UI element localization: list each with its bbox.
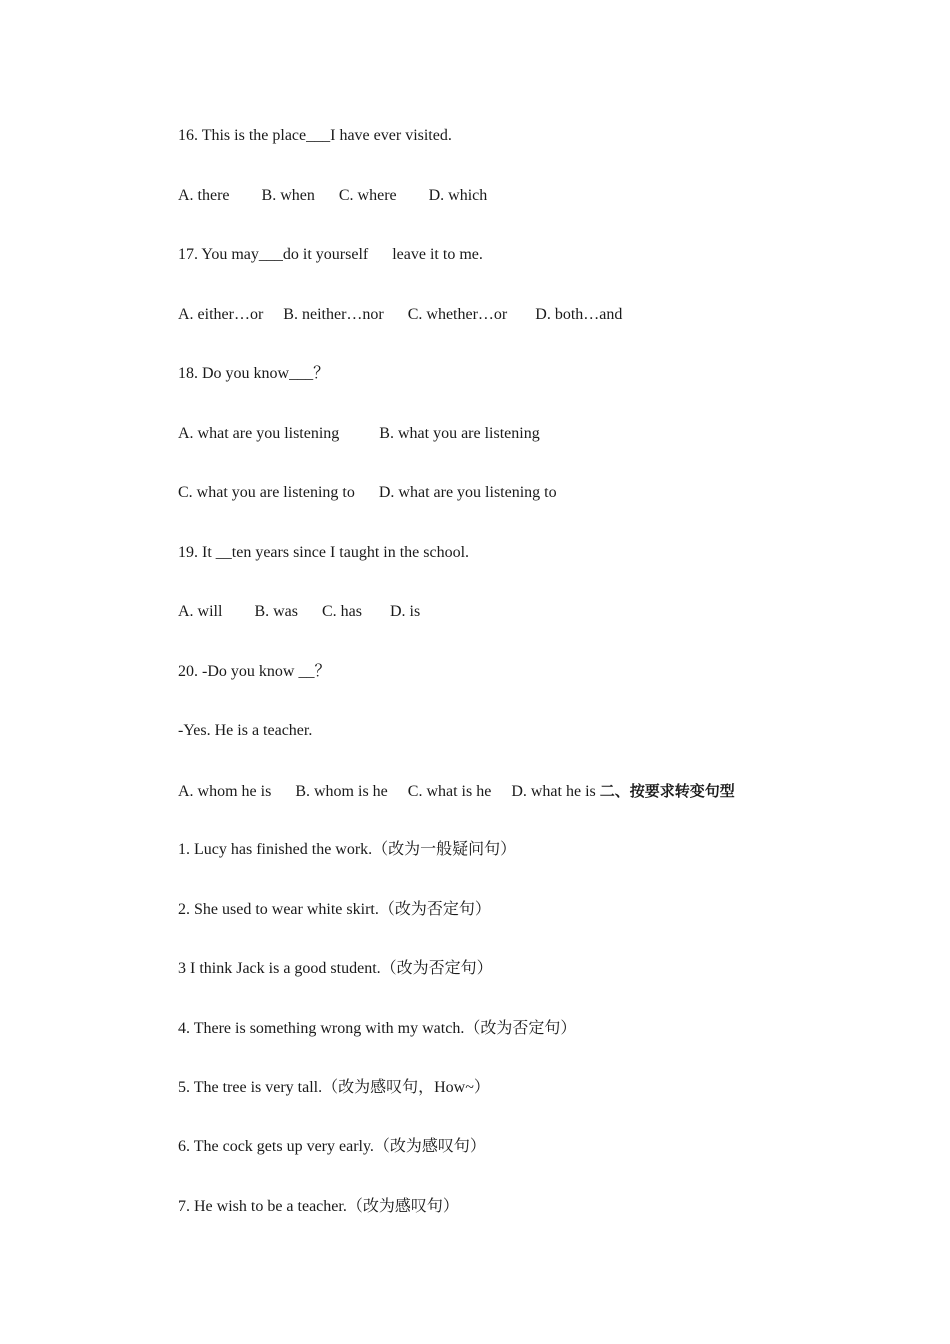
- question-20-options: A. whom he is B. whom is he C. what is he D. what he is: [178, 783, 600, 800]
- question-20-answer-line: -Yes. He is a teacher.: [178, 722, 313, 739]
- question-18-options-ab: A. what are you listening B. what you are listening: [178, 425, 540, 442]
- question-20: 20. -Do you know __？: [178, 663, 331, 680]
- question-19: 19. It __ten years since I taught in the school.: [178, 544, 470, 561]
- transform-item-5: 5. The tree is very tall.（改为感叹句，How~）: [178, 1079, 490, 1096]
- question-17-options: A. either…or B. neither…nor C. whether…or D. both…and: [178, 306, 623, 323]
- transform-item-6: 6. The cock gets up very early.（改为感叹句）: [178, 1138, 486, 1155]
- question-19-options: A. will B. was C. has D. is: [178, 603, 421, 620]
- question-16-options: A. there B. when C. where D. which: [178, 187, 488, 204]
- question-18-options-cd: C. what you are listening to D. what are you listening to: [178, 484, 557, 501]
- question-20-options-row: [178, 781, 735, 802]
- transform-item-1: 1. Lucy has finished the work.（改为一般疑问句）: [178, 841, 517, 858]
- transform-item-3: 3 I think Jack is a good student.（改为否定句）: [178, 960, 493, 977]
- transform-item-4: 4. There is something wrong with my watch.（改为否定句）: [178, 1020, 577, 1037]
- question-16: 16. This is the place___I have ever visited.: [178, 127, 452, 144]
- section-two-heading: 二、按要求转变句型: [599, 782, 735, 800]
- transform-item-2: 2. She used to wear white skirt.（改为否定句）: [178, 901, 491, 918]
- question-17: 17. You may___do it yourself leave it to me.: [178, 246, 483, 263]
- question-18: 18. Do you know___？: [178, 365, 330, 382]
- transform-item-7: 7. He wish to be a teacher.（改为感叹句）: [178, 1198, 459, 1215]
